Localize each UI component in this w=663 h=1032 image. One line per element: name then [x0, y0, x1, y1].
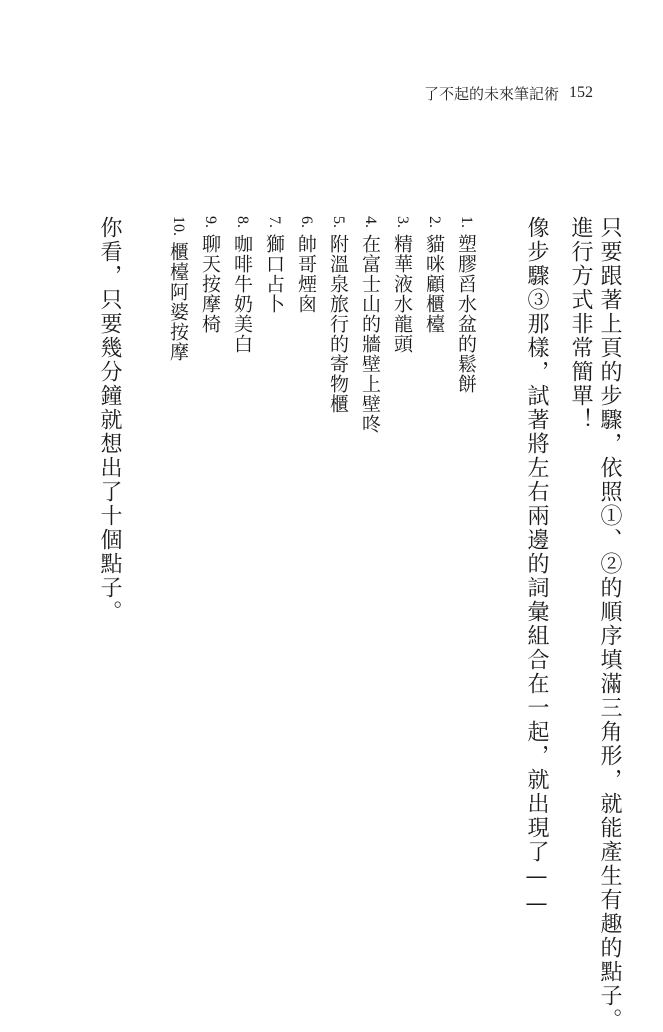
list-item-number: 9.	[202, 216, 219, 228]
closing-line: 你看，只要幾分鐘就想出了十個點子。	[97, 216, 122, 624]
list-item-text: 咖啡牛奶美白	[231, 234, 253, 354]
list-item	[200, 216, 219, 334]
page-number: 152	[569, 84, 593, 101]
list-item-text: 附溫泉旅行的寄物櫃	[327, 234, 349, 414]
list-item	[328, 216, 347, 414]
list-item-text: 獅口占卜	[263, 234, 285, 314]
list-item-number: 8.	[234, 216, 251, 228]
running-header	[424, 82, 593, 104]
intro-line-1: 進行方式非常簡單！	[568, 216, 593, 432]
list-item-number: 7.	[266, 216, 283, 228]
list-item	[264, 216, 283, 314]
intro-line-2: 只要跟著上頁的步驟，依照①、②的順序填滿三角形，就能產生有趣的點子。	[597, 216, 622, 1032]
list-item-text: 帥哥煙囪	[295, 234, 317, 314]
intro-line-3: 像步驟③那樣，試著將左右兩邊的詞彙組合在一起，就出現了——	[524, 216, 549, 918]
list-item-number: 5.	[330, 216, 347, 228]
list-item	[392, 216, 411, 354]
list-item-number: 2.	[426, 216, 443, 228]
list-item	[296, 216, 315, 314]
book-title: 了不起的未來筆記術	[423, 84, 559, 103]
list-item-text: 貓咪顧櫃檯	[423, 234, 445, 334]
list-item-text: 聊天按摩椅	[199, 234, 221, 334]
list-item-text: 櫃檯阿婆按摩	[167, 242, 189, 362]
list-item-number: 1.	[458, 216, 475, 228]
list-item-number: 4.	[362, 216, 379, 228]
list-item	[360, 216, 379, 434]
list-item	[456, 216, 475, 394]
list-item-number: 6.	[298, 216, 315, 228]
list-item-number: 10.	[170, 216, 187, 236]
list-item-text: 塑膠舀水盆的鬆餅	[455, 234, 477, 394]
list-item-number: 3.	[394, 216, 411, 228]
list-item	[424, 216, 443, 334]
list-item-text: 精華液水龍頭	[391, 234, 413, 354]
list-item	[168, 216, 187, 362]
list-item-text: 在富士山的牆壁上壁咚	[359, 234, 381, 434]
list-item	[232, 216, 251, 354]
